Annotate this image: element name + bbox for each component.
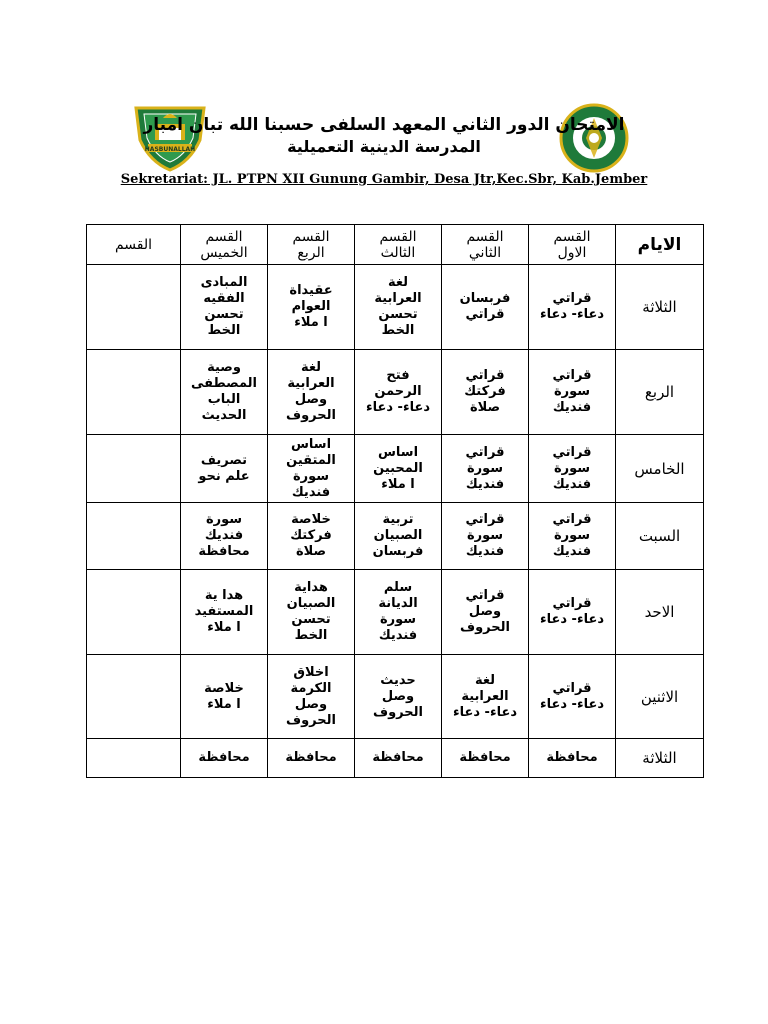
subject-line: وصل (381, 688, 415, 704)
table-row (87, 503, 704, 570)
subject-cell (268, 655, 355, 739)
subject-line: العوام (291, 299, 331, 314)
subject-line: وصية (207, 360, 241, 375)
subject-line: فنديك (465, 544, 505, 559)
subject-line: الحروف (286, 408, 336, 423)
subject-line: الحروف (286, 712, 336, 728)
subject-line: فربسان (459, 291, 511, 306)
subject-cell (442, 265, 529, 350)
subject-line: سورة (292, 468, 330, 484)
subject-cell (181, 739, 268, 778)
subject-cell (529, 655, 616, 739)
subject-line: الرحمن (374, 384, 422, 399)
subject-line: قراتي (552, 680, 592, 696)
day-cell: الربع (616, 350, 704, 435)
subject-cell (355, 435, 442, 503)
subject-line: لغة (474, 672, 496, 688)
day-cell: الثلاثة (616, 265, 704, 350)
subject-line: تصريف (200, 452, 248, 468)
subject-line: الحروف (373, 704, 423, 720)
subject-line: دعاء- دعاء (539, 612, 605, 627)
subject-cell (529, 570, 616, 655)
subject-line: خلاصة (291, 512, 331, 527)
subject-cell (268, 435, 355, 503)
subject-line: محافظة (372, 750, 424, 765)
subject-line: سورة (553, 460, 591, 476)
subject-line: الخط (207, 323, 241, 338)
empty-cell (87, 503, 181, 570)
subject-line: الصبيان (373, 528, 423, 543)
subject-line: ا ملاء (207, 620, 241, 635)
subject-line: دعاء- دعاء (365, 400, 431, 415)
subject-cell (268, 739, 355, 778)
subject-cell (442, 350, 529, 435)
exam-schedule-table (86, 224, 704, 778)
subject-line: سورة (466, 528, 504, 543)
subject-line: عقيداة (289, 283, 333, 298)
subject-line: المحبين (373, 460, 423, 476)
subject-line: الخط (294, 628, 328, 643)
empty-cell (87, 739, 181, 778)
subject-line: المصطفى (190, 376, 258, 391)
subject-line: قراتي (552, 596, 592, 611)
empty-cell (87, 570, 181, 655)
subject-line: فركتك (464, 384, 506, 399)
subject-cell (442, 570, 529, 655)
subject-cell (268, 570, 355, 655)
subject-line: الباب (207, 392, 241, 407)
day-cell: الثلاثة (616, 739, 704, 778)
subject-line: فنديك (378, 628, 418, 643)
day-cell: السبت (616, 503, 704, 570)
column-header-class-6: القسم (87, 225, 181, 265)
subject-line: محافظة (285, 750, 337, 765)
subject-line: الكرمة (290, 680, 332, 696)
subject-line: فنديك (552, 544, 592, 559)
subject-cell (268, 350, 355, 435)
subject-cell (355, 655, 442, 739)
subject-line: لغة (300, 360, 322, 375)
subject-line: لغة (387, 275, 409, 290)
subject-line: قراتي (465, 307, 505, 322)
subject-line: قراتي (552, 368, 592, 383)
document-subtitle: المدرسة الدينية التعميلية (287, 137, 481, 156)
subject-cell (355, 739, 442, 778)
subject-line: حديث (380, 672, 416, 688)
table-row (87, 435, 704, 503)
subject-line: الخط (381, 323, 415, 338)
table-row (87, 739, 704, 778)
subject-line: وصل (468, 604, 502, 619)
subject-line: قراتي (465, 444, 505, 460)
table-row (87, 655, 704, 739)
subject-line: خلاصة (204, 680, 244, 696)
subject-line: دعاء- دعاء (452, 704, 518, 720)
subject-cell (268, 265, 355, 350)
subject-line: فركتك (290, 528, 332, 543)
subject-line: قراتي (465, 512, 505, 527)
subject-cell (181, 265, 268, 350)
subject-line: فنديك (465, 476, 505, 492)
subject-cell (181, 350, 268, 435)
table-row (87, 350, 704, 435)
subject-line: وصل (294, 696, 328, 712)
subject-line: قراتي (552, 444, 592, 460)
day-cell: الاثنين (616, 655, 704, 739)
subject-line: الحديث (201, 408, 247, 423)
subject-line: محافظة (459, 750, 511, 765)
subject-line: فربسان (372, 544, 424, 559)
subject-line: محافظة (198, 544, 250, 559)
subject-line: دعاء- دعاء (539, 696, 605, 712)
subject-line: محافظة (546, 750, 598, 765)
subject-line: صلاة (295, 544, 327, 559)
subject-cell (355, 503, 442, 570)
document-header (0, 100, 768, 195)
subject-line: ا ملاء (207, 696, 241, 712)
column-header-class-2: القسم الثاني (442, 225, 529, 265)
day-cell: الخامس (616, 435, 704, 503)
subject-cell (442, 503, 529, 570)
subject-cell (529, 503, 616, 570)
subject-cell (442, 739, 529, 778)
subject-line: اساس (377, 444, 419, 460)
subject-cell (181, 655, 268, 739)
subject-line: العرابية (461, 688, 509, 704)
subject-line: سورة (205, 512, 243, 527)
subject-cell (442, 655, 529, 739)
subject-line: وصل (294, 392, 328, 407)
table-header-row (87, 225, 704, 265)
schedule-body (87, 265, 704, 778)
subject-line: ا ملاء (381, 476, 415, 492)
subject-line: اخلاق (293, 664, 329, 680)
subject-line: علم نحو (198, 468, 250, 484)
column-header-class-1: القسم الاول (529, 225, 616, 265)
document-title: الامتحان الدور الثاني المعهد السلفى حسبنا الله تبان امبار (143, 115, 625, 135)
subject-cell (529, 350, 616, 435)
subject-line: هداية (294, 580, 328, 595)
table-row (87, 570, 704, 655)
subject-line: ا ملاء (294, 315, 328, 330)
subject-cell (529, 435, 616, 503)
subject-line: سورة (379, 612, 417, 627)
subject-cell (355, 570, 442, 655)
day-cell: الاحد (616, 570, 704, 655)
column-header-class-5: القسم الخميس (181, 225, 268, 265)
subject-line: فنديك (552, 476, 592, 492)
empty-cell (87, 265, 181, 350)
subject-line: قراتي (552, 512, 592, 527)
subject-cell (181, 570, 268, 655)
subject-line: تحسن (378, 307, 418, 322)
subject-line: المستفيد (194, 604, 254, 619)
column-header-class-3: القسم الثالث (355, 225, 442, 265)
subject-line: فنديك (204, 528, 244, 543)
subject-cell (529, 739, 616, 778)
empty-cell (87, 655, 181, 739)
subject-line: هدا ية (204, 588, 244, 603)
subject-cell (529, 265, 616, 350)
subject-line: اساس (290, 436, 332, 452)
subject-line: المتقين (286, 452, 336, 468)
subject-line: تحسن (204, 307, 244, 322)
left-logo-text: HASBUNALLAH (144, 146, 196, 153)
subject-line: الفقيه (203, 291, 245, 306)
subject-line: العرابية (287, 376, 335, 391)
subject-line: سلم (383, 580, 413, 595)
hasbunallah-logo (130, 100, 210, 172)
subject-line: سورة (553, 528, 591, 543)
subject-cell (181, 435, 268, 503)
column-header-class-4: القسم الربع (268, 225, 355, 265)
subject-line: قراتي (552, 291, 592, 306)
subject-line: الحروف (460, 620, 510, 635)
table-row (87, 265, 704, 350)
subject-line: فنديك (291, 484, 331, 500)
days-column-header: الايام (616, 225, 704, 265)
subject-cell (355, 350, 442, 435)
empty-cell (87, 435, 181, 503)
subject-line: سورة (553, 384, 591, 399)
subject-line: صلاة (469, 400, 501, 415)
subject-line: الديانة (378, 596, 418, 611)
subject-cell (355, 265, 442, 350)
subject-line: فتح (386, 368, 410, 383)
subject-line: قراتي (465, 368, 505, 383)
secretariat-address: Sekretariat: JL. PTPN XII Gunung Gambir, Desa Jtr,Kec.Sbr, Kab.Jember (120, 172, 648, 187)
subject-line: المبادى (200, 275, 248, 290)
subject-line: دعاء- دعاء (539, 307, 605, 322)
subject-cell (181, 503, 268, 570)
subject-cell (268, 503, 355, 570)
subject-line: محافظة (198, 750, 250, 765)
subject-line: فنديك (552, 400, 592, 415)
subject-line: العرابية (374, 291, 422, 306)
subject-line: تحسن (291, 612, 331, 627)
subject-line: تربية (382, 512, 414, 527)
subject-line: سورة (466, 460, 504, 476)
subject-line: الصبيان (286, 596, 336, 611)
subject-cell (442, 435, 529, 503)
empty-cell (87, 350, 181, 435)
subject-line: قراتي (465, 588, 505, 603)
